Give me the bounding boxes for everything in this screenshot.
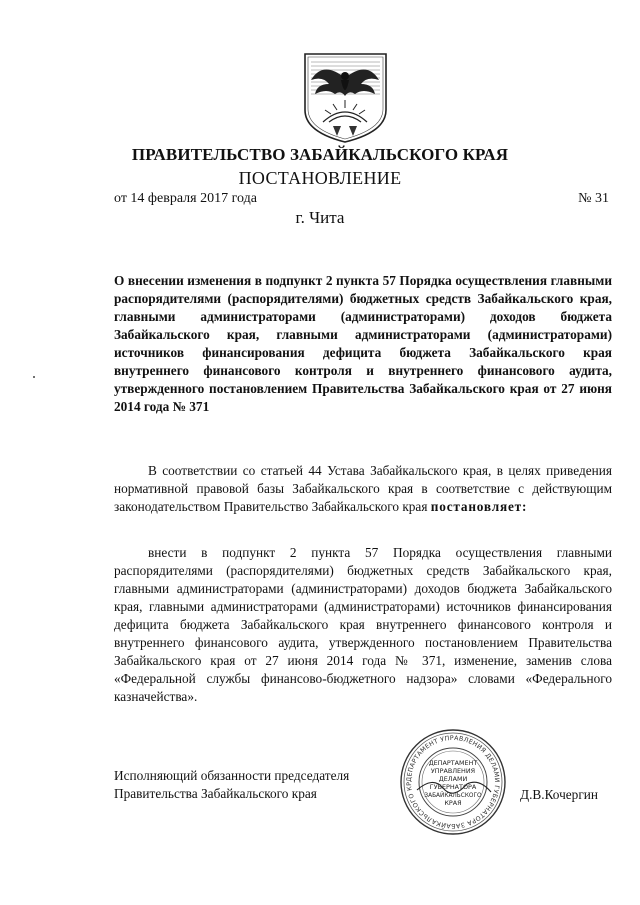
document-number: № 31 (578, 191, 609, 206)
stamp-line-5: ЗАБАЙКАЛЬСКОГО (424, 793, 482, 799)
signatory-position (114, 767, 349, 803)
document-type: ПОСТАНОВЛЕНИЕ (238, 168, 402, 188)
signatory-name: Д.В.Кочергин (520, 787, 599, 802)
city: г. Чита (295, 208, 345, 227)
document-heading: О внесении изменения в подпункт 2 пункта 57 Порядка осуществления главными распорядителями (распорядителями) бюджетных средств Забайкальского края, главными администраторами (администраторами) доходов бюджета Забайкальского края, главными администраторами (администраторами) источников финансирования дефицита бюджета Забайкальского края внутреннего финансового контроля и внутреннего финансового аудита, утвержденного постановлением Правительства Забайкальского края от 27 июня 2014 года № 371 (114, 273, 612, 414)
preamble-keyword: постановляет: (430, 499, 528, 514)
stamp-line-4: ГУБЕРНАТОРА (429, 783, 477, 791)
scan-mark (33, 376, 35, 378)
stamp-line-1: ДЕПАРТАМЕНТ (428, 759, 478, 767)
stamp-line-2: УПРАВЛЕНИЯ (430, 767, 476, 775)
stamp-line-6: КРАЯ (444, 799, 462, 807)
stamp-ring-text: ДЕПАРТАМЕНТ УПРАВЛЕНИЯ ДЕЛАМИ ГУБЕРНАТОРА ЗАБАЙКАЛЬСКОГО КР (405, 734, 501, 830)
preamble-text: В соответствии со статьей 44 Устава Забайкальского края, в целях приведения нормативной правовой базы Забайкальского края в соответствие с действующим законодательством Правительство Забайкальского края (114, 463, 612, 514)
stamp-line-3: ДЕЛАМИ (438, 775, 468, 783)
resolution-paragraph: внести в подпункт 2 пункта 57 Порядка осуществления главными распорядителями (распорядителями) бюджетных средств Забайкальского края, главными администраторами (администраторами) доходов бюджета Забайкальского края, главными администраторами (администраторами) источников финансирования дефицита бюджета Забайкальского края внутреннего финансового контроля и внутреннего финансового аудита, утвержденного постановлением Правительства Забайкальского края от 27 июня 2014 года № 371, изменение, заменив слова «Федеральной службы финансово-бюджетного надзора» словами «Федерального казначейства». (114, 545, 612, 704)
signatory-position-line2: Правительства Забайкальского края (114, 786, 317, 801)
coat-of-arms-emblem (293, 50, 398, 145)
government-title: ПРАВИТЕЛЬСТВО ЗАБАЙКАЛЬСКОГО КРАЯ (131, 145, 509, 164)
preamble-paragraph (114, 462, 612, 516)
signatory-position-line1: Исполняющий обязанности председателя (114, 768, 350, 783)
document-date: от 14 февраля 2017 года (114, 191, 257, 206)
official-stamp (399, 728, 507, 836)
